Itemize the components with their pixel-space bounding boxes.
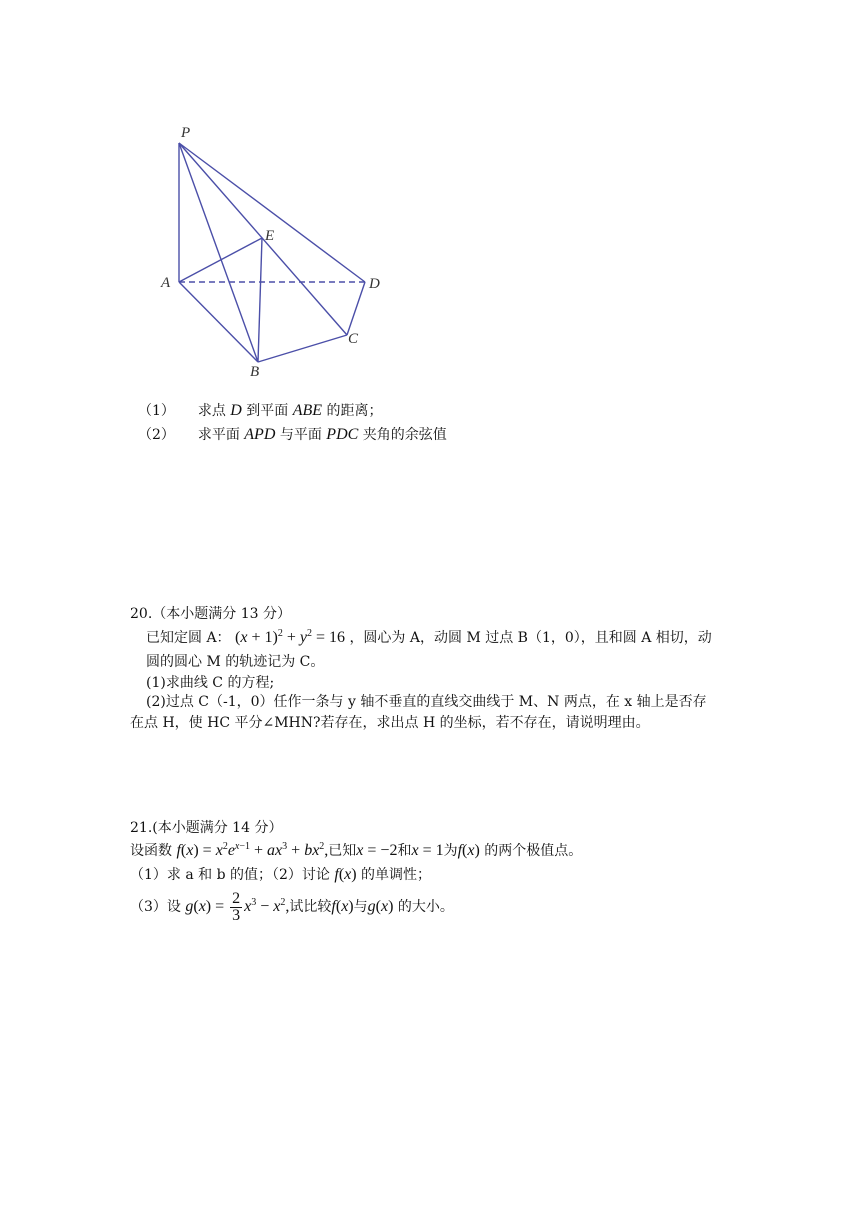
circle-equation: $(x + 1)^2 + y^2 = 16$	[235, 628, 345, 646]
function-g-ref: g(x)	[367, 898, 394, 916]
q20-heading: 20.（本小题满分 13 分）	[130, 606, 291, 622]
fraction-two-thirds: $\frac{2}{3}$	[232, 890, 241, 924]
q19-part2-var-apd: APD	[244, 426, 276, 443]
extreme-point-2: x = 1	[411, 842, 444, 859]
q21-line1-post: 的两个极值点。	[484, 843, 583, 859]
q21-line3-p1: （3）设	[130, 899, 186, 916]
q19-part2-post: 夹角的余弦值	[362, 427, 447, 443]
edge-pc	[179, 143, 347, 335]
function-f-ref: f(x)	[457, 842, 480, 859]
q20-line5: 在点 H，使 HC 平分∠MHN?若存在，求出点 H 的坐标，若不存在，请说明理由。	[130, 715, 650, 731]
q19-part1	[138, 400, 383, 420]
edge-pd	[179, 143, 365, 282]
q19-part1-var-d: D	[230, 402, 242, 419]
q20-line1-pre: 已知定圆 A：	[146, 630, 231, 646]
q19-part2-var-pdc: PDC	[326, 426, 359, 443]
edge-ab	[179, 282, 258, 362]
function-f-ref-2: f(x)	[334, 866, 357, 883]
q21-is: 为	[443, 843, 458, 859]
q19-part1-post: 的距离；	[326, 403, 383, 419]
q21-line3-post: 的大小。	[393, 899, 454, 916]
label-d: D	[369, 276, 380, 292]
label-b: B	[250, 364, 260, 380]
q21-line2-p1: （1）求 a 和 b 的值；（2）讨论	[130, 867, 335, 883]
edge-bc	[258, 335, 347, 362]
q20-line1-post: ，圆心为 A，动圆 M 过点 B（1，0），且和圆 A 相切，动	[349, 630, 712, 646]
q19-part2-number: （2）	[138, 427, 175, 443]
q19-part2	[138, 424, 447, 444]
q19-part2-pre: 求平面	[197, 427, 240, 443]
extreme-point-1: x = −2	[356, 842, 398, 859]
edge-pb	[179, 143, 258, 362]
function-f-definition: $f(x) = x^2e^{x-1} + ax^3 + bx^2$,	[176, 841, 329, 859]
q21-compare: 试比较	[289, 899, 332, 916]
q21-heading: 21.(本小题满分 14 分）	[130, 820, 283, 836]
edge-ae	[179, 238, 262, 282]
edge-cd	[347, 282, 365, 335]
q20-line2: 圆的圆心 M 的轨迹记为 C。	[146, 654, 325, 670]
function-f-ref-3: f(x)	[331, 898, 354, 916]
pyramid-figure	[150, 115, 400, 385]
q21-and: 和	[397, 843, 412, 859]
q21-line2-p2: 的单调性；	[356, 867, 432, 883]
q21-line2	[130, 864, 431, 884]
label-e: E	[265, 228, 275, 244]
edge-be	[258, 238, 262, 362]
q20-line3: (1)求曲线 C 的方程;	[146, 675, 275, 691]
q21-line3	[130, 891, 454, 924]
q19-part1-var-abe: ABE	[292, 402, 323, 419]
q21-known: 已知	[328, 843, 357, 859]
q19-part1-pre: 求点	[197, 403, 226, 419]
label-c: C	[348, 331, 359, 347]
label-a: A	[161, 275, 171, 291]
q19-part2-mid: 与平面	[279, 427, 322, 443]
q19-part1-mid: 到平面	[246, 403, 289, 419]
q19-part1-number: （1）	[138, 403, 175, 419]
label-p: P	[181, 125, 191, 141]
q21-line1	[130, 840, 582, 860]
q21-line1-pre: 设函数	[130, 843, 177, 859]
q20-line4: (2)过点 C（-1，0）任作一条与 y 轴不垂直的直线交曲线于 M、N 两点，在 x 轴上是否存	[146, 694, 707, 710]
q20-line1	[146, 627, 712, 647]
q21-with: 与	[353, 899, 368, 916]
function-g-definition: g(x) = $\frac{2}{3}$ $x^3 - x^2$,	[185, 890, 290, 924]
